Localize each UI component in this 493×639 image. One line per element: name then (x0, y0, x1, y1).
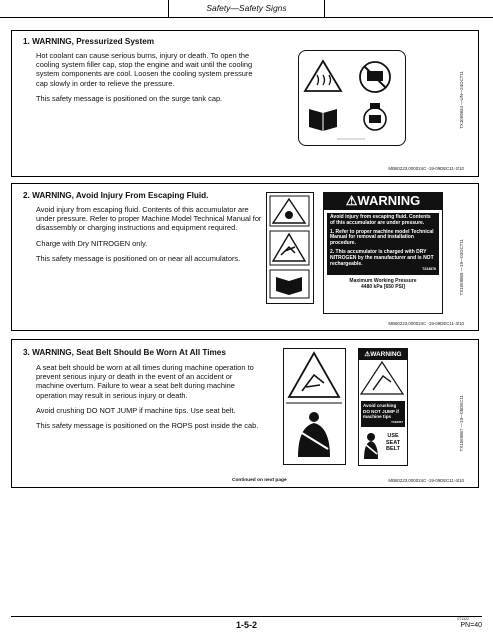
warning-label-step-2: 2. This accumulator is charged with DRY NITROGEN by the manufacturer and is NOT rechargeable. (330, 248, 434, 267)
safety-sign-section-1 (11, 30, 479, 177)
max-pressure-label: Maximum Working Pressure (349, 278, 417, 285)
manual-book-icon (276, 277, 302, 295)
section-title: 1. WARNING, Pressurized System (23, 37, 155, 46)
warning-label-part-code: T234876 (422, 267, 436, 272)
pressurized-system-decal (298, 50, 406, 146)
max-pressure-block (324, 278, 442, 290)
warning-label-intro: Avoid injury from escaping fluid. Contents of this accumulator are under pressure. (330, 214, 431, 226)
use-seat-belt-text: USE SEAT BELT (385, 433, 401, 453)
machine-rollover-icon (302, 375, 324, 391)
section-title: 3. WARNING, Seat Belt Should Be Worn At All Times (23, 348, 226, 357)
pn-number: PN=40 (460, 622, 482, 629)
footer-rule (11, 616, 482, 617)
warning-label-part-code: T166057 (391, 419, 403, 424)
pressurized-system-decal-art (299, 51, 404, 144)
section-paragraph: A seat belt should be worn at all times during machine operation to prevent serious injury or death in the event of an accident or machine overturn. Failure to wear a seat belt during machine operation may result in serious injury or death. (36, 363, 254, 400)
reference-code: MB60223,000024C -19-09DEC11-4/10 (388, 478, 464, 483)
header-rule (0, 17, 493, 18)
crush-warning-message: Avoid crushing DO NOT JUMP if machine tips (363, 403, 399, 420)
section-paragraph: Hot coolant can cause serious burns, injury or death. To open the cooling system filler cap, stop the engine and wait until the cooling system components are cool. Loosen the cooling system pressure cap slowly in order to relieve the pressure. (36, 51, 253, 88)
reference-code: MB60223,000024C -19-09DEC11-2/10 (388, 166, 464, 171)
page-header-title: Safety—Safety Signs (206, 3, 287, 13)
section-paragraph: Charge with Dry NITROGEN only. (36, 238, 148, 248)
reference-code: MB60223,000024C -19-09DEC11-3/10 (388, 321, 464, 326)
accumulator-icon (285, 211, 293, 219)
operator-head-icon (309, 412, 319, 422)
seat-belt-icon (362, 432, 380, 460)
seat-belt-pictogram-art (284, 349, 344, 463)
warning-symbol-icon: ⚠ (345, 193, 358, 208)
fluid-spray-icon (281, 247, 295, 255)
section-body (36, 363, 262, 436)
crush-hazard-art (359, 360, 406, 396)
illustration-code: TX1069865 —19—03OCT11 (459, 239, 464, 296)
warning-label-step-1: 1. Refer to proper machine model Technical Manual for removal and installation procedure. (330, 228, 434, 247)
section-body (36, 205, 262, 269)
section-paragraph: This safety message is positioned on or near all accumulators. (36, 253, 241, 263)
illustration-code: TX1069834 —UN—24OCT11 (459, 71, 464, 129)
accumulator-warning-label (323, 192, 443, 314)
warning-label-header (359, 349, 407, 360)
seat-belt-pictogram-panel (283, 348, 346, 465)
use-seat-belt-block (359, 430, 407, 462)
section-body (36, 51, 264, 109)
warning-label-heading: WARNING (370, 351, 402, 358)
max-pressure-value: 4480 kPa [650 PSI] (361, 284, 405, 291)
warning-label-heading: WARNING (357, 193, 421, 208)
section-paragraph: This safety message is positioned on the surge tank cap. (36, 93, 223, 103)
machine-tipping-icon (373, 376, 391, 390)
hot-steam-icon (317, 75, 331, 85)
section-paragraph: Avoid crushing DO NOT JUMP if machine tips. Use seat belt. (36, 405, 236, 415)
seat-belt-warning-label (358, 348, 408, 466)
continued-note: Continued on next page (232, 478, 287, 483)
warning-symbol-icon: ⚠ (364, 351, 371, 358)
crush-warning-text (361, 401, 405, 427)
escaping-fluid-pictogram-art (267, 193, 312, 302)
safety-sign-section-2 (11, 183, 479, 331)
warning-label-text-box (327, 213, 439, 275)
escaping-fluid-pictogram-panel (266, 192, 314, 304)
warning-label-header (324, 193, 442, 210)
illustration-code: TX1069867 —19—05DEC11 (459, 395, 464, 452)
section-title: 2. WARNING, Avoid Injury From Escaping Fluid. (23, 191, 209, 200)
page-number: 1-5-2 (235, 620, 257, 630)
section-paragraph: Avoid injury from escaping fluid. Contents of this accumulator are under pressure. Refer to proper Machine Model Technical Manual for disassembly or charging instructions and equipment required. (36, 205, 262, 233)
section-paragraph: This safety message is positioned on the ROPS post inside the cab. (36, 421, 259, 431)
safety-sign-section-3 (11, 339, 479, 488)
footer-code: 071322 (457, 617, 469, 621)
